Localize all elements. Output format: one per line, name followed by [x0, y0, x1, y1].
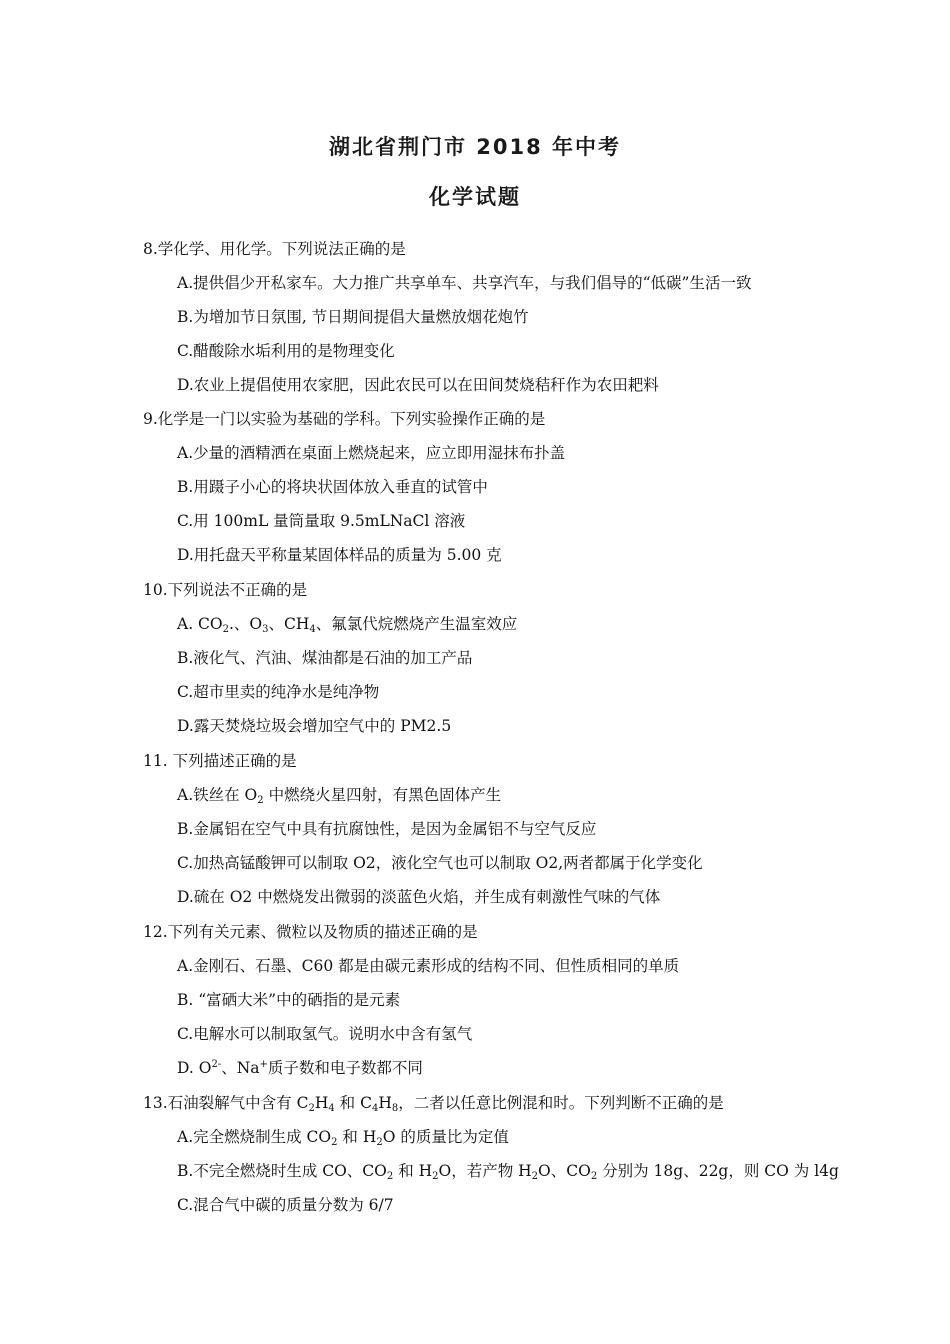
- question-9-option-b: B.用蹑子小心的将块状固体放入垂直的试管中: [177, 478, 488, 496]
- question-8-option-c: C.醋酸除水垢利用的是物理变化: [177, 342, 395, 360]
- question-11-option-a: A.铁丝在 $O_2$ 中燃绕火星四射，有黑色固体产生: [177, 786, 502, 806]
- question-10-option-a: A. $CO_2$.、$O_3$、$CH_4$、氟氯代烷燃烧产生温室效应: [177, 615, 518, 635]
- question-11-option-d: D.硫在 O2 中燃烧发出微弱的淡蓝色火焰，并生成有刺激性气味的气体: [177, 888, 661, 906]
- question-9-option-c: C.用 100mL 量筒量取 9.5mLNaCl 溶液: [177, 512, 466, 530]
- question-13-option-a: A.完全燃烧制生成 $CO_2$ 和 $H_2O$ 的质量比为定值: [177, 1128, 509, 1148]
- page-title: 湖北省荆门市 2018 年中考: [328, 135, 622, 159]
- question-13-option-c: C.混合气中碳的质量分数为 6/7: [177, 1196, 394, 1214]
- question-10-option-d: D.露天焚烧垃圾会增加空气中的 PM2.5: [177, 717, 452, 735]
- question-8-option-d: D.农业上提倡使用农家肥，因此农民可以在田间焚烧秸秆作为农田耙料: [177, 376, 659, 394]
- question-10-option-c: C.超市里卖的纯净水是纯净物: [177, 683, 380, 701]
- question-11-stem: 11. 下列描述正确的是: [143, 752, 297, 770]
- question-9-option-d: D.用托盘天平称量某固体样品的质量为 5.00 克: [177, 546, 502, 564]
- question-12-option-b: B. “富硒大米”中的硒指的是元素: [177, 991, 401, 1009]
- question-12-option-d: D. $O^{2-}$、Na+质子数和电子数都不同: [177, 1059, 423, 1077]
- question-13-stem: 13.石油裂解气中含有 $C_2H_4$ 和 $C_4H_8$，二者以任意比例混和时。下列判断不正确的是: [143, 1094, 724, 1114]
- question-13-option-b: B.不完全燃烧时生成 CO、$CO_2$ 和 $H_2O$，若产物 $H_2O$、$CO_2$ 分别为 18g、22g，则 CO 为 l4g: [177, 1162, 839, 1182]
- question-12-stem: 12.下列有关元素、微粒以及物质的描述正确的是: [143, 923, 478, 941]
- question-9-stem: 9.化学是一门以实验为基础的学科。下列实验操作正确的是: [143, 410, 546, 428]
- page-subtitle: 化学试题: [429, 185, 521, 209]
- question-8-stem: 8.学化学、用化学。下列说法正确的是: [143, 240, 406, 258]
- question-9-option-a: A.少量的酒精洒在桌面上燃烧起来，应立即用湿抹布扑盖: [177, 444, 566, 462]
- question-8-option-a: A.提供倡少开私家车。大力推广共享单车、共享汽车，与我们倡导的“低碳”生活一致: [177, 274, 752, 292]
- question-8-option-b: B.为增加节日氛围, 节日期间提倡大量燃放烟花炮竹: [177, 308, 529, 326]
- question-11-option-b: B.金属铝在空气中具有抗腐蚀性，是因为金属铝不与空气反应: [177, 820, 597, 838]
- question-10-stem: 10.下列说法不正确的是: [143, 581, 308, 599]
- question-12-option-c: C.电解水可以制取氢气。说明水中含有氢气: [177, 1025, 473, 1043]
- question-11-option-c: C.加热高锰酸钾可以制取 O2，液化空气也可以制取 O2,两者都属于化学变化: [177, 854, 703, 872]
- question-12-option-a: A.金刚石、石墨、C60 都是由碳元素形成的结构不同、但性质相同的单质: [177, 957, 680, 975]
- question-10-option-b: B.液化气、汽油、煤油都是石油的加工产品: [177, 649, 473, 667]
